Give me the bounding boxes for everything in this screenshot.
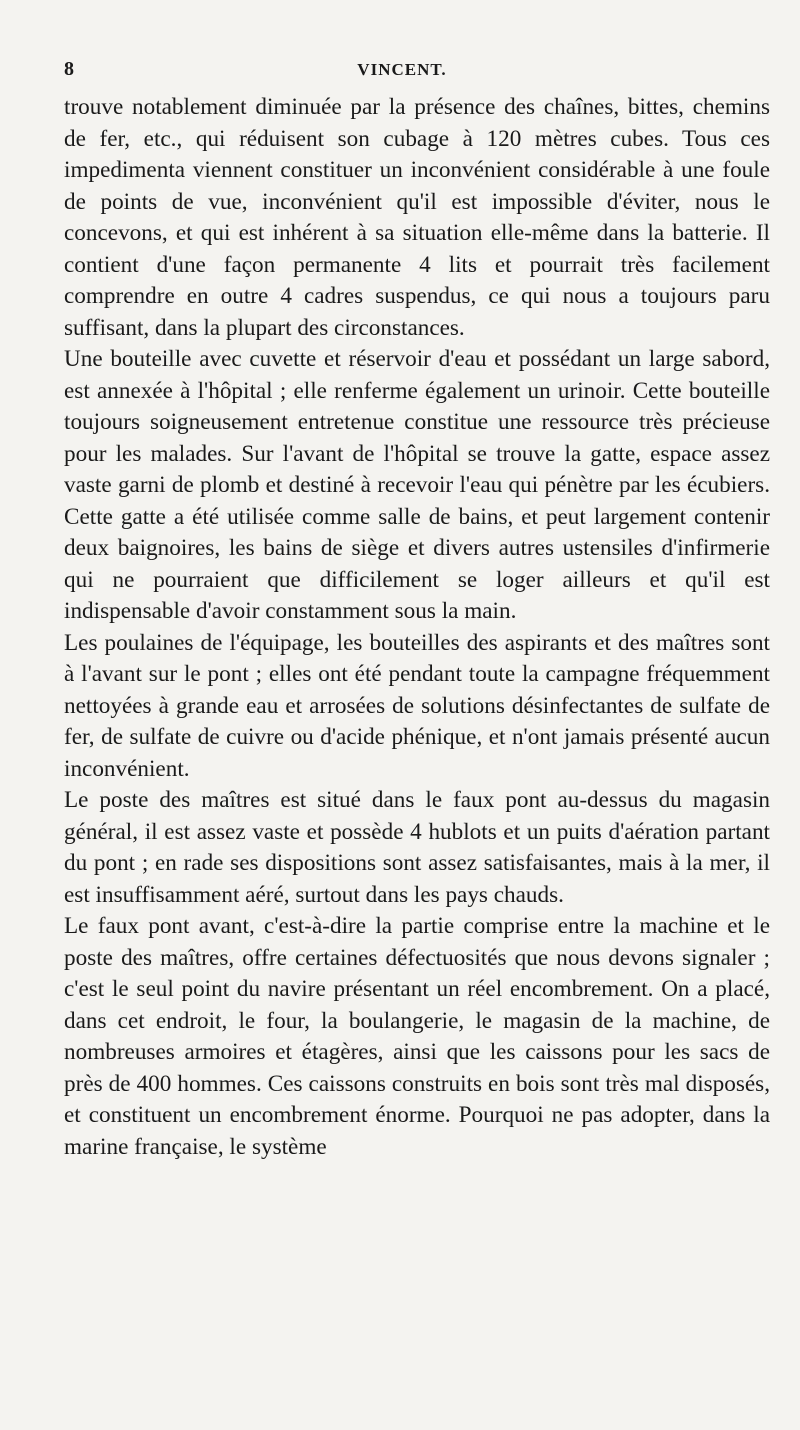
paragraph-4: Le poste des maîtres est situé dans le faux pont au-dessus du magasin général, il est assez vaste et possède 4 hublots et un puits d'aération partant du pont ; en rade ses dispositions sont assez satisfaisantes, mais à la mer, il est insuffisamment aéré, surtout dans les pays chauds.	[64, 787, 770, 908]
page-number: 8	[64, 58, 74, 80]
paragraph-1: trouve notablement diminuée par la présence des chaînes, bittes, chemins de fer, etc., qui réduisent son cubage à 120 mètres cubes. Tous ces impedimenta viennent constituer un inconvénient considérable à une foule de points de vue, inconvénient qu'il est impossible d'éviter, nous le concevons, et qui est inhérent à sa situation elle-même dans la batterie. Il contient d'une façon permanente 4 lits et pourrait très facilement comprendre en outre 4 cadres suspendus, ce qui nous a toujours paru suffisant, dans la plupart des circonstances.	[64, 94, 770, 341]
body-text	[64, 92, 770, 1163]
page-header	[64, 58, 770, 92]
running-head: VINCENT.	[357, 60, 447, 79]
paragraph-5: Le faux pont avant, c'est-à-dire la partie comprise entre la machine et le poste des maîtres, offre certaines défectuosités que nous devons signaler ; c'est le seul point du navire présentant un réel encombrement. On a placé, dans cet endroit, le four, la boulangerie, le magasin de la machine, de nombreuses armoires et étagères, ainsi que les caissons pour les sacs de près de 400 hommes. Ces caissons construits en bois sont très mal disposés, et constituent un encombrement énorme. Pourquoi ne pas adopter, dans la marine française, le système	[64, 913, 770, 1160]
paragraph-3: Les poulaines de l'équipage, les bouteilles des aspirants et des maîtres sont à l'avant sur le pont ; elles ont été pendant toute la campagne fréquemment nettoyées à grande eau et arrosées de solutions désinfectantes de sulfate de fer, de sulfate de cuivre ou d'acide phénique, et n'ont jamais présenté aucun inconvénient.	[64, 629, 770, 782]
paragraph-2: Une bouteille avec cuvette et réservoir d'eau et possédant un large sabord, est annexée à l'hôpital ; elle renferme également un urinoir. Cette bouteille toujours soigneusement entretenue constitue une ressource très précieuse pour les malades. Sur l'avant de l'hôpital se trouve la gatte, espace assez vaste garni de plomb et destiné à recevoir l'eau qui pénètre par les écubiers. Cette gatte a été utilisée comme salle de bains, et peut largement contenir deux baignoires, les bains de siège et divers autres ustensiles d'infirmerie qui ne pourraient que difficilement se loger ailleurs et qu'il est indispensable d'avoir constamment sous la main.	[64, 346, 770, 624]
